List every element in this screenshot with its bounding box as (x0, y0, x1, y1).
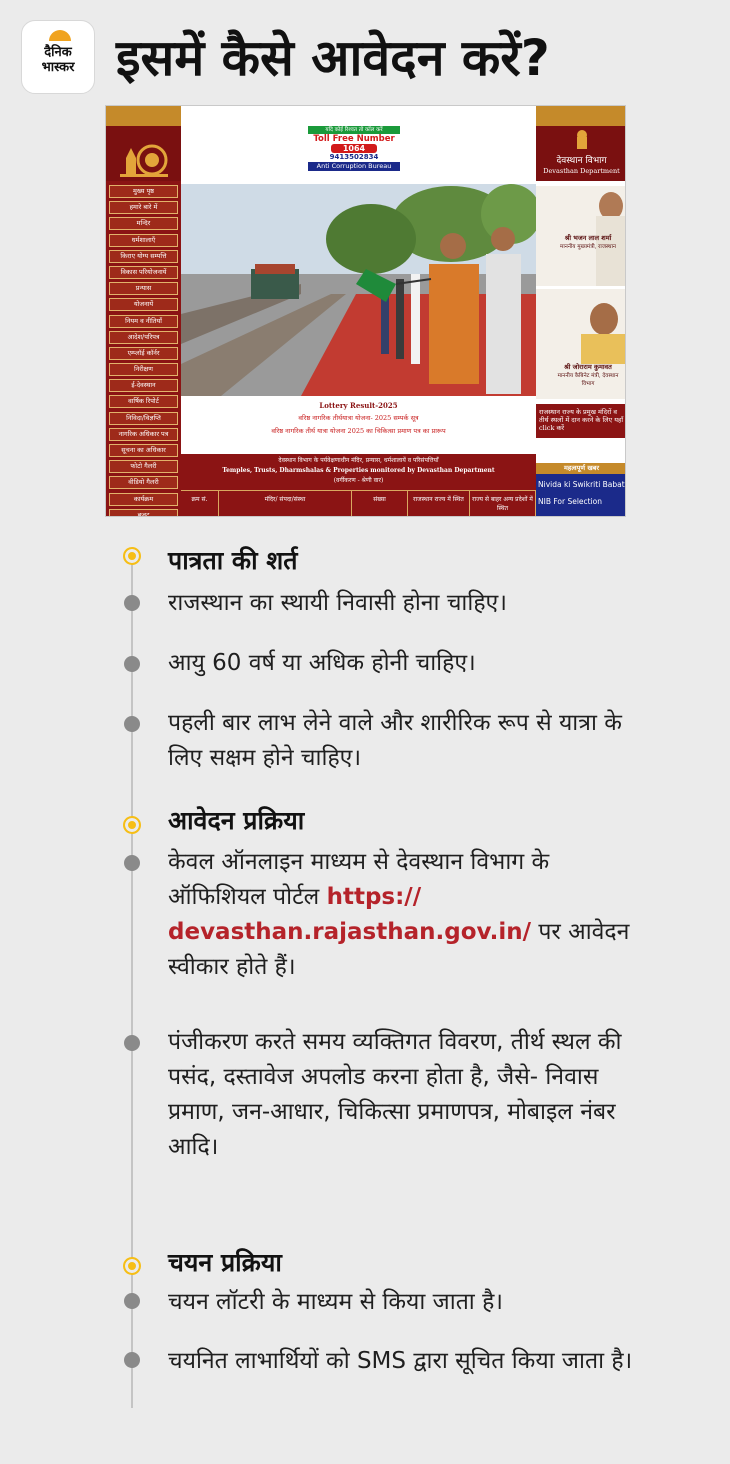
menu-item[interactable]: फोटो गैलरी (109, 460, 178, 473)
menu-item[interactable]: एम्प्लॉई कॉर्नर (109, 347, 178, 360)
helpline-phone: 9413502834 (329, 153, 379, 161)
properties-band (181, 454, 536, 490)
website-screenshot (105, 105, 626, 517)
bullet-dot (124, 1293, 140, 1309)
table-header-cell: क्रम सं. (181, 491, 219, 517)
menu-item[interactable]: हमारे बारे में (109, 201, 178, 214)
bullet-dot (124, 1352, 140, 1368)
menu-item[interactable]: प्रन्यास (109, 282, 178, 295)
menu-item[interactable]: निरीक्षण (109, 363, 178, 376)
table-header-cell: मंदिर/ संपदा/संस्था (219, 491, 352, 517)
train-flag-off-photo (181, 184, 536, 396)
sun-icon (49, 30, 71, 41)
bullet-dot (124, 595, 140, 611)
bullet-dot (124, 1035, 140, 1051)
person2-designation: माननीय कैबिनेट मंत्री, देवस्थान विभाग (557, 373, 619, 387)
toll-free-label: Toll Free Number (313, 134, 395, 144)
anti-corruption-helpline (308, 126, 400, 174)
important-news-title: महत्वपूर्ण खबर (536, 463, 626, 474)
menu-item[interactable]: धर्मशालाएँ (109, 234, 178, 247)
news-ticker (181, 396, 536, 454)
menu-item[interactable]: निविदा/विज्ञप्ति (109, 412, 178, 425)
site-main-area (181, 106, 536, 517)
bullet-dot (124, 716, 140, 732)
menu-item[interactable]: ई-देवस्थान (109, 379, 178, 392)
person2-name: श्री जोराराम कुमावत (564, 363, 612, 371)
bullet-dot (124, 855, 140, 871)
logo-line2: भास्कर (41, 60, 75, 75)
table-header-cell: राज्य से बाहर अन्य प्रदेशों में स्थित (470, 491, 536, 517)
section-title-selection: चयन प्रक्रिया (168, 1248, 282, 1277)
dept-name-english: Devasthan Department (543, 167, 620, 175)
dept-name-hindi: देवस्थान विभाग (556, 156, 607, 166)
cabinet-minister-card (536, 289, 626, 389)
application-text: केवल ऑनलाइन माध्यम से देवस्थान विभाग के ऑफिशियल पोर्टल (168, 849, 550, 910)
band-line2: Temples, Trusts, Dharmshalas & Properties monitored by Devasthan Department (222, 467, 495, 474)
section-marker-dot (123, 816, 141, 834)
helpline-top: यदि कोई रिश्वत तो कॉल करें (308, 126, 400, 134)
menu-item[interactable]: नागरिक अधिकार पत्र (109, 428, 178, 441)
section-title-eligibility: पात्रता की शर्त (168, 546, 298, 575)
news-link[interactable]: वरिष्ठ नागरिक तीर्थयात्रा योजना- 2025 सम्पर्क सूत्र (298, 414, 419, 422)
band-line3: (वर्गीकरण - श्रेणी वार) (333, 477, 384, 484)
menu-item[interactable]: वार्षिक रिपोर्ट (109, 395, 178, 408)
site-right-header (536, 106, 626, 181)
section-marker-dot (123, 547, 141, 565)
table-header-cell: संख्या (352, 491, 408, 517)
menu-item[interactable]: किराए योग्य सम्पत्ति (109, 250, 178, 263)
menu-item[interactable]: कार्यक्रम (109, 493, 178, 506)
menu-item[interactable]: योजनायें (109, 298, 178, 311)
eligibility-item: पहली बार लाभ लेने वाले और शारीरिक रूप से यात्रा के लिए सक्षम होने चाहिए। (168, 710, 622, 771)
table-header-cell: राजस्थान राज्य में स्थित (408, 491, 470, 517)
menu-item[interactable]: सूचना का अधिकार (109, 444, 178, 457)
temple-emblem-icon (118, 138, 170, 178)
menu-item[interactable]: बजट (109, 509, 178, 517)
state-emblem-icon (574, 129, 590, 151)
site-right-column (536, 181, 626, 517)
application-item: पंजीकरण करते समय व्यक्तिगत विवरण, तीर्थ स्थल की पसंद, दस्तावेज अपलोड करना होता है, जैसे- निवास प्रमाण, जन-आधार, चिकित्सा प्रमाणपत्र, मोबाइल नंबर आदि। (168, 1029, 622, 1160)
dainik-bhaskar-logo (21, 20, 95, 94)
page-headline: इसमें कैसे आवेदन करें? (116, 29, 550, 87)
application-item (168, 845, 638, 985)
important-news-list (536, 474, 626, 517)
important-news-item[interactable]: Nivida ki Swikriti Babat (538, 480, 625, 489)
menu-item[interactable]: आदेश/परिपत्र (109, 331, 178, 344)
selection-item: चयनित लाभार्थियों को SMS द्वारा सूचित किया जाता है। (168, 1348, 633, 1374)
bullet-dot (124, 656, 140, 672)
chief-minister-card (536, 186, 626, 286)
eligibility-item: राजस्थान का स्थायी निवासी होना चाहिए। (168, 590, 507, 616)
application-text-end: पर आवेदन स्वीकार होते हैं। (168, 919, 630, 980)
lottery-result-link[interactable]: Lottery Result-2025 (319, 401, 398, 410)
site-sidebar-menu (106, 181, 181, 517)
section-marker-dot (123, 1257, 141, 1275)
news-link[interactable]: वरिष्ठ नागरिक तीर्थ यात्रा योजना 2025 का चिकित्सा प्रमाण पत्र का प्रारूप (271, 427, 446, 435)
menu-item[interactable]: वीडियो गैलरी (109, 476, 178, 489)
helpline-short-number: 1064 (331, 144, 377, 153)
properties-table-header (181, 490, 536, 517)
timeline-line (131, 556, 133, 1408)
person1-designation: माननीय मुख्यमंत्री, राजस्थान (560, 244, 616, 250)
person1-name: श्री भजन लाल शर्मा (564, 234, 612, 242)
donate-notice[interactable]: राजस्थान राज्य के प्रमुख मंदिरों व तीर्थ स्थलों में दान करने के लिए यहाँ click करें (536, 404, 626, 438)
eligibility-item: आयु 60 वर्ष या अधिक होनी चाहिए। (168, 650, 476, 676)
bureau-label: Anti Corruption Bureau (308, 162, 400, 171)
menu-item[interactable]: नियम व नीतियाँ (109, 315, 178, 328)
site-left-header (106, 106, 181, 181)
important-news-item[interactable]: NIB For Selection (538, 497, 603, 506)
band-line1: देवस्थान विभाग के पर्यवेक्षणाधीन मंदिर, प्रन्यास, धर्मशालायें व परिसंपत्तियाँ (278, 457, 439, 464)
menu-item[interactable]: मुख्य पृष्ठ (109, 185, 178, 198)
portal-link[interactable]: https:// devasthan.rajasthan.gov.in/ (168, 884, 532, 945)
section-title-application: आवेदन प्रक्रिया (168, 806, 305, 835)
logo-line1: दैनिक (44, 45, 72, 60)
selection-item: चयन लॉटरी के माध्यम से किया जाता है। (168, 1289, 503, 1315)
menu-item[interactable]: मन्दिर (109, 217, 178, 230)
menu-item[interactable]: विकास परियोजनायें (109, 266, 178, 279)
